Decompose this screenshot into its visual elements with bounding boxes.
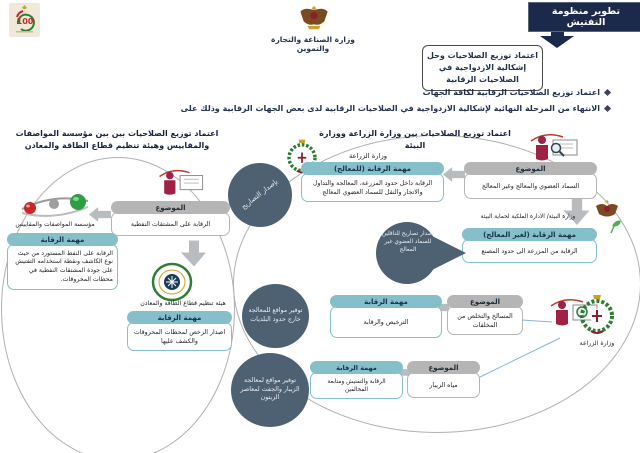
inspector-icon [156, 169, 208, 199]
bullet-item [50, 88, 610, 97]
centennial-logo [9, 3, 40, 37]
bullet-item [30, 104, 610, 113]
jsmo-subject-body: الرقابة على المشتقات النفطية [111, 212, 230, 236]
decision-box: اعتماد توزيع الصلاحيات وحل إشكالية الازدواجية في الصلاحيات الرقابية [422, 45, 543, 91]
environment-label: وزارة البيئة/ الادارة الملكية لحماية البيئة [480, 214, 576, 220]
task4-card [310, 361, 403, 399]
jsmo-subject-header: الموضوع [111, 201, 230, 214]
bullet-text: اعتماد توزيع الصلاحيات الرقابية لكافة الجهات [422, 88, 600, 97]
task2-header: مهمة الرقابة (لغير المعالج) [462, 228, 597, 241]
transporters-teardrop [376, 221, 466, 285]
task4-header: مهمة الرقابة [310, 361, 403, 374]
emrc-task-header: مهمة الرقابة [127, 311, 232, 324]
sites-bubble: توفير مواقع للمعالجة خارج حدود البلديات [242, 284, 309, 348]
jsmo-task-header: مهمة الرقابة [7, 233, 118, 246]
subject3-card [407, 361, 480, 398]
ministry-name: وزارة الصناعة والتجارة والتموين [271, 35, 355, 53]
bullet-text: الانتهاء من المرحلة النهائية لإشكالية الازدواجية في الصلاحيات الرقابية لدى بعض الجهات الرقابية وذلك على [180, 104, 600, 113]
jsmo-emrc-title: اعتماد توزيع الصلاحيات بين بين مؤسسة المواصفات والمقاييس وهيئة تنظيم قطاع الطاقة والمعادن [15, 129, 219, 151]
diamond-bullet-icon [604, 105, 611, 112]
jordan-coat-of-arms-icon [298, 2, 330, 34]
task1-body: الرقابة داخل حدود المزرعة، المعالجة والتداول والاتجار والنقل للسماد العضوي المعالج [301, 173, 444, 202]
diamond-bullet-icon [604, 89, 611, 96]
subject3-header: الموضوع [407, 361, 480, 374]
subject2-header: الموضوع [447, 295, 523, 308]
agri-env-title: اعتماد توزيع الصلاحيات بين وزارة الزراعة ووزارة البيئة [319, 129, 511, 151]
centennial-number: 100 [16, 17, 34, 26]
left-arrow-icon [89, 207, 111, 222]
jsmo-label: مؤسسة المواصفات والمقاييس [15, 221, 95, 228]
emrc-task-body: اصدار الرخص لمحطات المحروقات والكشف عليها [127, 322, 232, 351]
subject2-body: المسالخ والتخلص من المخلفات [447, 306, 523, 335]
transporters-teardrop-text: اصدار تصاريح للناقلين للسماد العضوي غير المعالج [381, 231, 435, 254]
permits-bubble-text: بإصدار التصاريح [239, 177, 280, 212]
task2-body: الرقابة من المزرعة الى حدود المصنع [462, 239, 597, 263]
emrc-logo [151, 262, 193, 302]
permits-bubble [228, 163, 292, 227]
centennial-logo-graphic [9, 3, 40, 37]
agriculture-ministry-logo [575, 292, 619, 336]
task2-card [462, 228, 597, 263]
subject3-body: مياه الزيبار [407, 372, 480, 398]
down-arrow-icon [563, 198, 591, 225]
left-arrow-icon [443, 167, 465, 182]
task3-body: الترخيص والرقابة [330, 306, 442, 338]
task3-card [330, 295, 442, 338]
emrc-label: هيئة تنظيم قطاع الطاقة والمعادن [140, 300, 226, 307]
subject1-card [464, 162, 597, 199]
task1-card [301, 162, 444, 202]
agriculture-label: وزارة الزراعة [579, 340, 615, 347]
inspector-icon [528, 133, 582, 165]
task1-header: مهمة الرقابة (للمعالج) [301, 162, 444, 175]
banner-arrow-head [540, 36, 574, 48]
task4-body: الرقابة والتفتيش ومتابعة المخالفين [310, 372, 403, 400]
subject1-body: السماد العضوي والمعالج وغير المعالج [464, 173, 597, 199]
olive-bubble: توفير مواقع لمعالجة الزيبار والجفت لمعاصر الزيتون [231, 353, 309, 427]
agriculture-label: وزارة الزراعة [348, 152, 388, 160]
jsmo-task-card [7, 233, 118, 290]
subject2-card [447, 295, 523, 335]
program-banner: تطوير منظومة التفتيش [528, 2, 640, 32]
emrc-task-card [127, 311, 232, 351]
jsmo-task-body: الرقابة على النفط المستورد من حيث نوع الكاشف ونقطة استخدامه التفتيش على جودة المشتقات النفطية في محطات المحروقات. [7, 244, 118, 291]
jsmo-subject-card [111, 201, 230, 236]
subject1-header: الموضوع [464, 162, 597, 175]
jsmo-logo [17, 191, 91, 221]
task3-header: مهمة الرقابة [330, 295, 442, 308]
